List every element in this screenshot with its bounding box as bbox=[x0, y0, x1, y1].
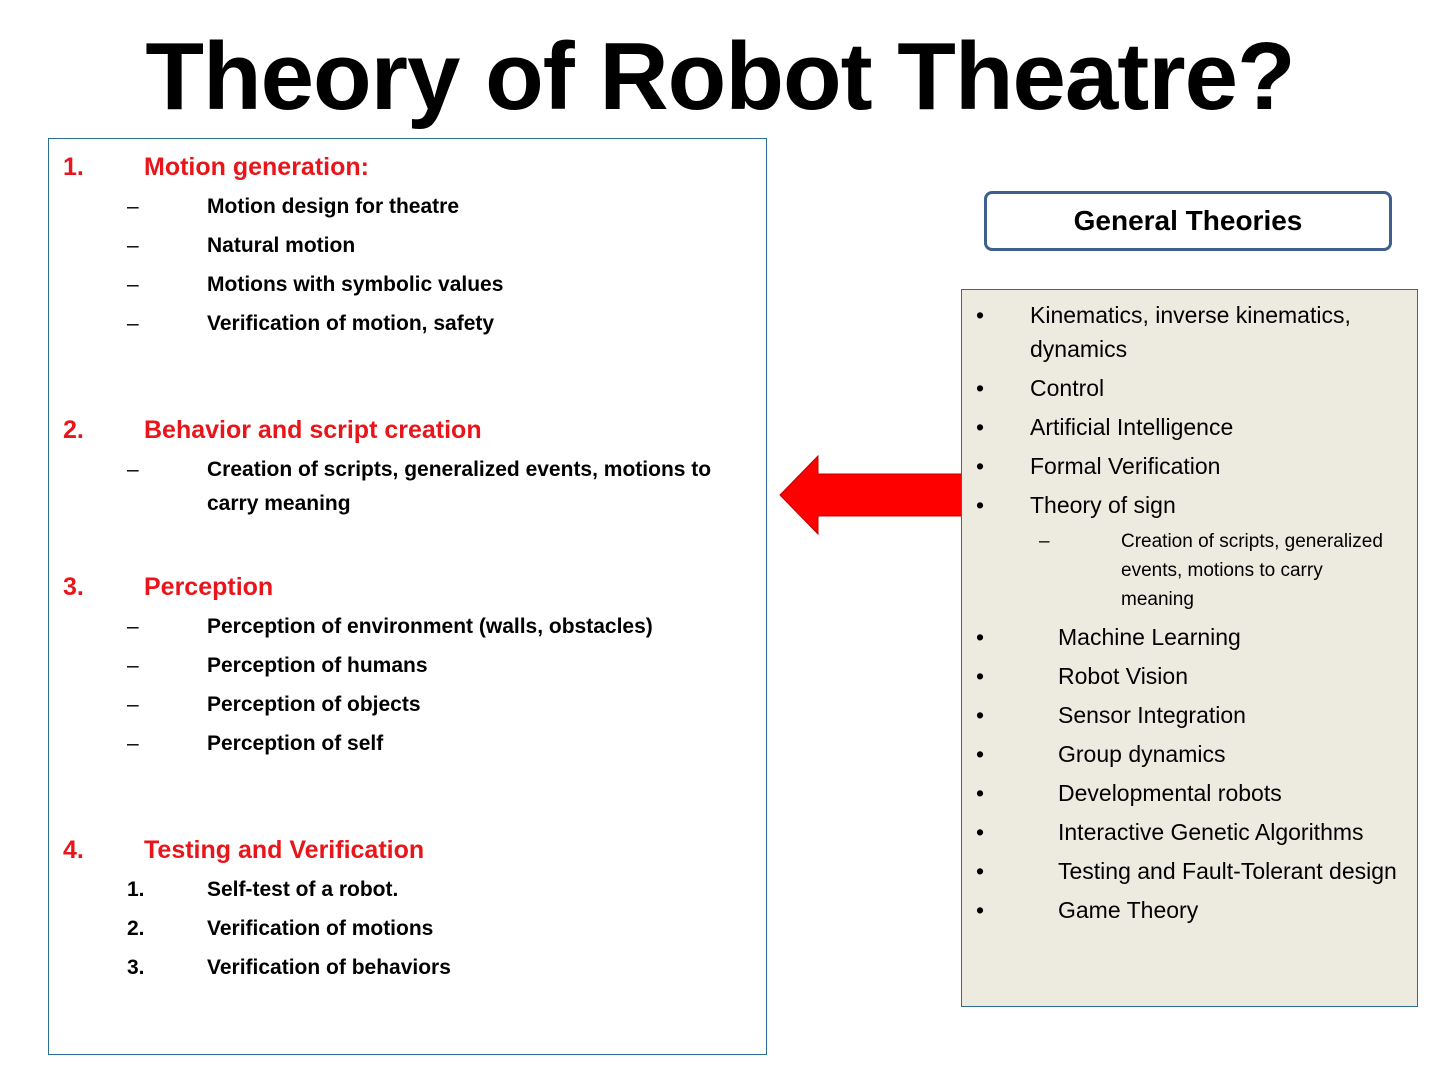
list-item bbox=[962, 737, 1417, 771]
list-item bbox=[962, 815, 1417, 849]
dash-marker: – bbox=[127, 234, 139, 257]
section-number: 3. bbox=[63, 573, 84, 601]
arrow-shape bbox=[780, 456, 962, 534]
bullet-marker: • bbox=[976, 375, 985, 401]
list-item-text: Verification of motions bbox=[207, 917, 434, 940]
list-item bbox=[49, 873, 766, 907]
list-item-text: Group dynamics bbox=[1058, 741, 1226, 767]
list-item-text: Formal Verification bbox=[1030, 453, 1221, 479]
dash-marker: – bbox=[127, 654, 139, 677]
list-item bbox=[962, 371, 1417, 405]
bullet-marker: • bbox=[976, 492, 985, 518]
bullet-marker: • bbox=[976, 780, 985, 806]
section-testing-verification bbox=[49, 832, 766, 985]
list-item-text: Developmental robots bbox=[1058, 780, 1282, 806]
section-behavior-script bbox=[49, 412, 766, 521]
list-item bbox=[962, 659, 1417, 693]
number-marker: 3. bbox=[127, 956, 145, 979]
section-title: Behavior and script creation bbox=[144, 416, 482, 444]
list-item-text: Creation of scripts, generalized events, motions to carry meaning bbox=[207, 458, 712, 515]
list-item bbox=[49, 229, 766, 263]
dash-marker: – bbox=[127, 693, 139, 716]
section-title: Motion generation: bbox=[144, 153, 369, 181]
list-item-text: Creation of scripts, generalized events, motions to carry meaning bbox=[1121, 531, 1383, 610]
left-panel bbox=[48, 138, 767, 1055]
list-item-text: Perception of self bbox=[207, 732, 384, 755]
list-item bbox=[49, 610, 766, 644]
list-item bbox=[49, 688, 766, 722]
left-arrow-icon bbox=[778, 454, 962, 536]
list-item bbox=[962, 893, 1417, 927]
list-item-text: Theory of sign bbox=[1030, 492, 1176, 518]
list-item-text: Natural motion bbox=[207, 234, 356, 257]
list-item bbox=[49, 190, 766, 224]
section-heading bbox=[49, 149, 766, 185]
sub-list-item bbox=[962, 527, 1417, 614]
section-number: 1. bbox=[63, 153, 84, 181]
bullet-marker: • bbox=[976, 302, 985, 328]
section-heading bbox=[49, 412, 766, 448]
list-item bbox=[962, 410, 1417, 444]
dash-marker: – bbox=[127, 615, 139, 638]
list-item-text: Machine Learning bbox=[1058, 624, 1241, 650]
dash-marker: – bbox=[127, 458, 139, 481]
list-item-text: Control bbox=[1030, 375, 1105, 401]
list-item bbox=[49, 951, 766, 985]
bullet-marker: • bbox=[976, 663, 985, 689]
bullet-marker: • bbox=[976, 897, 985, 923]
list-item-text: Verification of motion, safety bbox=[207, 312, 495, 335]
list-item-text: Motion design for theatre bbox=[207, 195, 459, 218]
list-item bbox=[962, 620, 1417, 654]
dash-marker: – bbox=[127, 312, 139, 335]
section-title: Perception bbox=[144, 573, 274, 601]
list-item-text: Perception of humans bbox=[207, 654, 428, 677]
slide-title: Theory of Robot Theatre? bbox=[145, 23, 1295, 130]
list-item bbox=[49, 268, 766, 302]
section-perception bbox=[49, 569, 766, 761]
list-item bbox=[49, 453, 766, 521]
dash-marker: – bbox=[127, 732, 139, 755]
list-item bbox=[49, 307, 766, 341]
list-item bbox=[962, 449, 1417, 483]
list-item-text: Perception of environment (walls, obstacles) bbox=[207, 615, 653, 638]
list-item-text: Verification of behaviors bbox=[207, 956, 451, 979]
list-item bbox=[962, 488, 1417, 522]
section-title: Testing and Verification bbox=[144, 836, 425, 864]
bullet-marker: • bbox=[976, 702, 985, 728]
general-theories-label: General Theories bbox=[984, 191, 1392, 251]
bullet-marker: • bbox=[976, 858, 985, 884]
number-marker: 2. bbox=[127, 917, 145, 940]
bullet-marker: • bbox=[976, 414, 985, 440]
list-item bbox=[962, 298, 1417, 366]
list-item bbox=[962, 776, 1417, 810]
list-item-text: Robot Vision bbox=[1058, 663, 1188, 689]
number-marker: 1. bbox=[127, 878, 145, 901]
list-item bbox=[962, 698, 1417, 732]
list-item-text: Self-test of a robot. bbox=[207, 878, 399, 901]
list-item-text: Interactive Genetic Algorithms bbox=[1058, 819, 1364, 845]
list-item bbox=[49, 649, 766, 683]
list-item-text: Kinematics, inverse kinematics, dynamics bbox=[1030, 302, 1351, 362]
list-item-text: Game Theory bbox=[1058, 897, 1199, 923]
section-number: 4. bbox=[63, 836, 84, 864]
list-item-text: Sensor Integration bbox=[1058, 702, 1246, 728]
list-item-text: Artificial Intelligence bbox=[1030, 414, 1234, 440]
list-item-text: Motions with symbolic values bbox=[207, 273, 504, 296]
dash-marker: – bbox=[1039, 531, 1050, 552]
list-item bbox=[49, 912, 766, 946]
bullet-marker: • bbox=[976, 453, 985, 479]
dash-marker: – bbox=[127, 273, 139, 296]
section-heading bbox=[49, 832, 766, 868]
bullet-marker: • bbox=[976, 624, 985, 650]
list-item-text: Testing and Fault-Tolerant design bbox=[1058, 858, 1397, 884]
list-item bbox=[49, 727, 766, 761]
bullet-marker: • bbox=[976, 819, 985, 845]
section-motion-generation bbox=[49, 149, 766, 341]
list-item-text: Perception of objects bbox=[207, 693, 421, 716]
dash-marker: – bbox=[127, 195, 139, 218]
section-number: 2. bbox=[63, 416, 84, 444]
list-item bbox=[962, 854, 1417, 888]
bullet-marker: • bbox=[976, 741, 985, 767]
right-panel bbox=[961, 289, 1418, 1007]
section-heading bbox=[49, 569, 766, 605]
